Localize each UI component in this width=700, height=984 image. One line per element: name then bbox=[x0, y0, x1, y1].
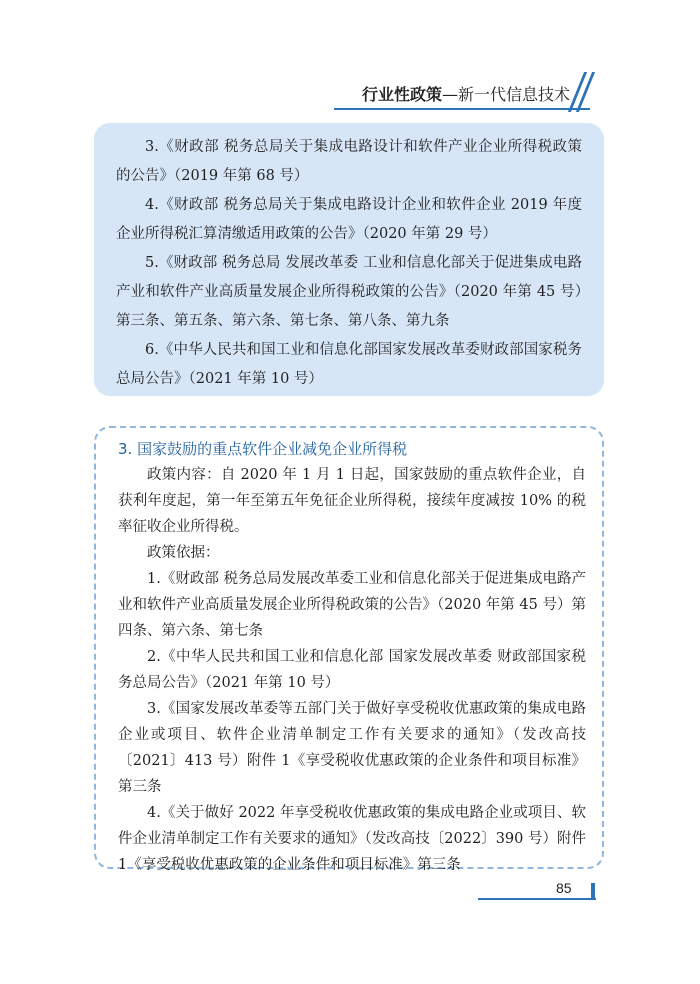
policy-basis-item: 1.《财政部 税务总局发展改革委工业和信息化部关于促进集成电路产业和软件产业高质量发展企业所得税政策的公告》（2020 年第 45 号）第四条、第六条、第七条 bbox=[118, 571, 586, 639]
header-rule bbox=[334, 108, 590, 110]
policy-basis-continued-box bbox=[94, 123, 604, 396]
header-title-topic: —新一代信息技术 bbox=[441, 85, 570, 104]
policy-section-box bbox=[94, 426, 604, 873]
policy-basis-item: 2.《中华人民共和国工业和信息化部 国家发展改革委 财政部国家税务总局公告》（2021 年第 10 号） bbox=[118, 649, 586, 691]
policy-basis-item: 3.《财政部 税务总局关于集成电路设计和软件产业企业所得税政策的公告》（2019 年第 68 号） bbox=[116, 139, 582, 184]
policy-basis-item: 4.《关于做好 2022 年享受税收优惠政策的集成电路企业或项目、软件企业清单制定工作有关要求的通知》（发改高技〔2022〕390 号）附件 1《享受税收优惠政策的企业条件和项目标准》第三条 bbox=[118, 805, 586, 873]
header-title bbox=[362, 82, 570, 105]
policy-basis-item: 4.《财政部 税务总局关于集成电路设计企业和软件企业 2019 年度企业所得税汇算清缴适用政策的公告》（2020 年第 29 号） bbox=[116, 197, 582, 242]
page-number: 85 bbox=[556, 880, 572, 896]
policy-basis-item: 5.《财政部 税务总局 发展改革委 工业和信息化部关于促进集成电路产业和软件产业高质量发展企业所得税政策的公告》（2020 年第 45 号）第三条、第五条、第六条、第七条、第八条、第九条 bbox=[116, 255, 582, 329]
section-title: 3. 国家鼓励的重点软件企业减免企业所得税 bbox=[118, 440, 408, 458]
policy-content: 政策内容：自 2020 年 1 月 1 日起，国家鼓励的重点软件企业，自获利年度起，第一年至第五年免征企业所得税，接续年度减按 10% 的税率征收企业所得税。 bbox=[118, 467, 586, 535]
policy-basis-item: 3.《国家发展改革委等五部门关于做好享受税收优惠政策的集成电路企业或项目、软件企业清单制定工作有关要求的通知》（发改高技〔2021〕413 号）附件 1《享受税收优惠政策的企业条件和项目标准》第三条 bbox=[118, 701, 586, 795]
page-number-rule bbox=[478, 898, 596, 900]
running-header bbox=[300, 78, 590, 110]
policy-basis-label: 政策依据： bbox=[147, 545, 220, 561]
page-number-bar bbox=[591, 883, 595, 900]
policy-basis-item: 6.《中华人民共和国工业和信息化部国家发展改革委财政部国家税务总局公告》（2021 年第 10 号） bbox=[116, 342, 582, 387]
header-title-section: 行业性政策 bbox=[361, 85, 442, 104]
